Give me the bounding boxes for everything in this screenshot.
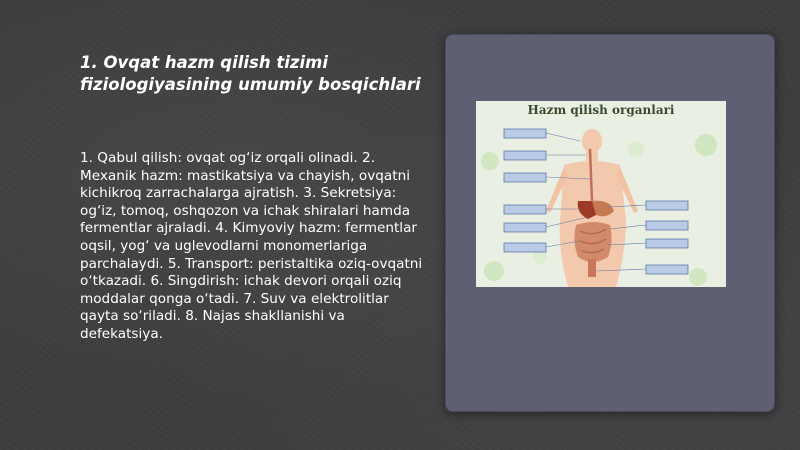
- diagram-illustration: [476, 101, 726, 287]
- image-card: [445, 34, 775, 412]
- digestive-system-diagram: [476, 101, 726, 287]
- slide-body-text: 1. Qabul qilish: ovqat og‘iz orqali olinadi. 2. Mexanik hazm: mastikatsiya va chayish, ovqatni kichikroq zarrachalarga ajratish. 3. Sekretsiya: og‘iz, tomoq, oshqozon va ichak shiralari hamda fermentlar ajraladi. 4. Kimyoviy hazm: fermentlar oqsil, yog‘ va uglevodlarni monomerlariga parchalaydi. 5. Transport: peristaltika oziq-ovqatni o‘tkazadi. 6. Singdirish: ichak devori orqali oziq moddalar qonga o‘tadi. 7. Suv va elektrolitlar qayta so‘riladi. 8. Najas shakllanishi va defekatsiya.: [80, 150, 423, 342]
- slide-title: 1. Ovqat hazm qilish tizimi fiziologiyasining umumiy bosqichlari: [80, 53, 421, 94]
- diagram-title: Hazm qilish organlari: [527, 103, 675, 117]
